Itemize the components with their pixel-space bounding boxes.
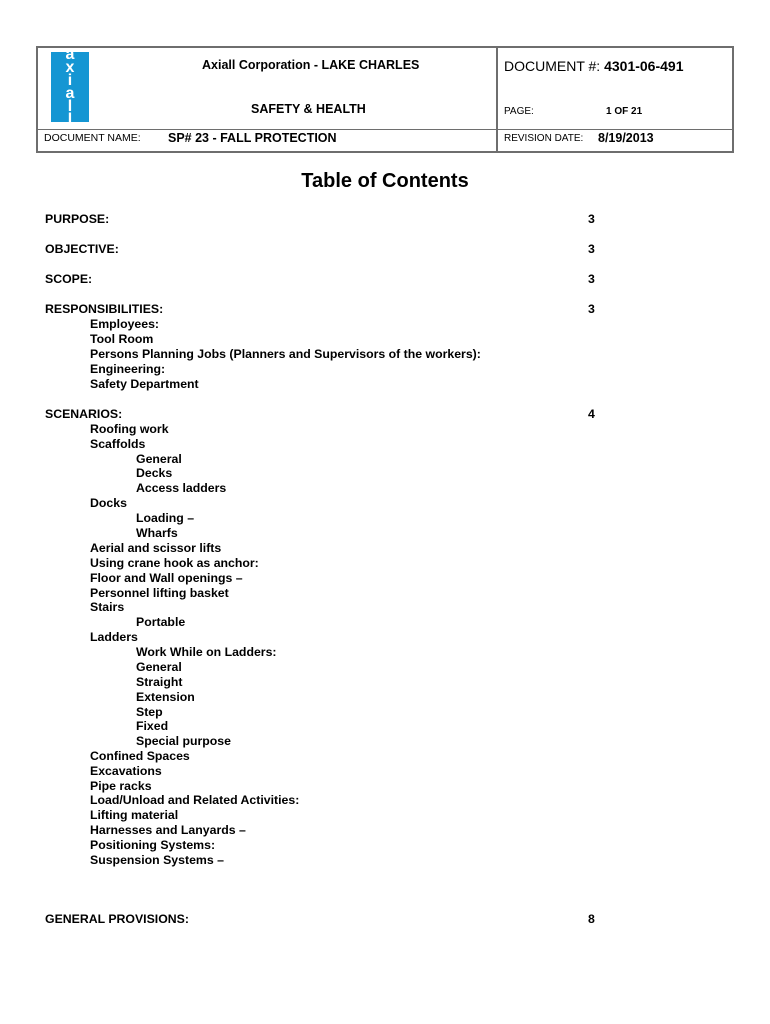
toc-entry: SCOPE: xyxy=(45,272,93,286)
toc-entry: Aerial and scissor lifts xyxy=(90,541,222,555)
toc-entry: OBJECTIVE: xyxy=(45,242,119,256)
toc-entry: Scaffolds xyxy=(90,437,146,451)
toc-entry: SCENARIOS: xyxy=(45,407,123,421)
document-number-label: DOCUMENT #: xyxy=(504,58,601,74)
header-divider-vertical xyxy=(496,48,498,151)
page-value: 1 OF 21 xyxy=(606,106,643,117)
toc-entry: General xyxy=(136,660,182,674)
toc-entry: Roofing work xyxy=(90,422,169,436)
toc-entry: Load/Unload and Related Activities: xyxy=(90,793,300,807)
page-label: PAGE: xyxy=(504,106,534,117)
toc-entry: Ladders xyxy=(90,630,138,644)
toc-entry: Persons Planning Jobs (Planners and Supervisors of the workers): xyxy=(90,347,481,361)
toc-entry: GENERAL PROVISIONS: xyxy=(45,912,189,926)
toc-entry: Using crane hook as anchor: xyxy=(90,556,259,570)
toc-entry: Fixed xyxy=(136,719,169,733)
toc-entry: Access ladders xyxy=(136,481,227,495)
toc-entry: General xyxy=(136,452,182,466)
document-number-value: 4301-06-491 xyxy=(604,58,684,74)
toc-entry: Step xyxy=(136,705,163,719)
toc-title: Table of Contents xyxy=(301,170,469,192)
toc-entry: Special purpose xyxy=(136,734,231,748)
toc-entry: Extension xyxy=(136,690,195,704)
toc-entry: Wharfs xyxy=(136,526,178,540)
document-name-label: DOCUMENT NAME: xyxy=(44,132,141,144)
axiall-logo xyxy=(51,46,89,128)
toc-page-number: 4 xyxy=(588,407,595,421)
toc-entry: Stairs xyxy=(90,600,125,614)
toc-entry: Straight xyxy=(136,675,183,689)
logo-letter: i xyxy=(67,72,73,89)
toc-entry: Suspension Systems – xyxy=(90,853,224,867)
toc-entry: Lifting material xyxy=(90,808,179,822)
toc-entry: Loading – xyxy=(136,511,195,525)
toc-page-number: 8 xyxy=(588,912,595,926)
toc-entry: Tool Room xyxy=(90,332,154,346)
toc-entry: Employees: xyxy=(90,317,160,331)
toc-entry: Floor and Wall openings – xyxy=(90,571,243,585)
document-name-value: SP# 23 - FALL PROTECTION xyxy=(168,131,337,145)
toc-entry: Excavations xyxy=(90,764,162,778)
company-name: Axiall Corporation - LAKE CHARLES xyxy=(202,58,420,72)
toc-entry: Confined Spaces xyxy=(90,749,190,763)
toc-entry: Safety Department xyxy=(90,377,199,391)
toc-page-number: 3 xyxy=(588,212,595,226)
toc-page-number: 3 xyxy=(588,242,595,256)
document-number xyxy=(504,58,684,74)
toc-page-number: 3 xyxy=(588,272,595,286)
toc-entry: Decks xyxy=(136,466,173,480)
logo-letter: x xyxy=(65,59,75,76)
document-header xyxy=(36,46,734,153)
revision-date-label: REVISION DATE: xyxy=(504,133,584,144)
toc-entry: Portable xyxy=(136,615,186,629)
toc-entry: Engineering: xyxy=(90,362,166,376)
toc-entry: Pipe racks xyxy=(90,779,152,793)
toc-entry: PURPOSE: xyxy=(45,212,110,226)
toc-entry: Positioning Systems: xyxy=(90,838,216,852)
logo-letter: l xyxy=(67,111,73,128)
toc-entry: Docks xyxy=(90,496,127,510)
department-name: SAFETY & HEALTH xyxy=(251,102,366,116)
logo-letter: a xyxy=(65,46,75,63)
toc-entry: RESPONSIBILITIES: xyxy=(45,302,164,316)
logo-letter: a xyxy=(65,85,75,102)
logo-letter: l xyxy=(67,98,73,115)
toc-entry: Harnesses and Lanyards – xyxy=(90,823,246,837)
header-divider-horizontal xyxy=(38,129,732,130)
toc-entry: Personnel lifting basket xyxy=(90,586,229,600)
toc-entry: Work While on Ladders: xyxy=(136,645,277,659)
toc-page-number: 3 xyxy=(588,302,595,316)
revision-date-value: 8/19/2013 xyxy=(598,131,654,145)
